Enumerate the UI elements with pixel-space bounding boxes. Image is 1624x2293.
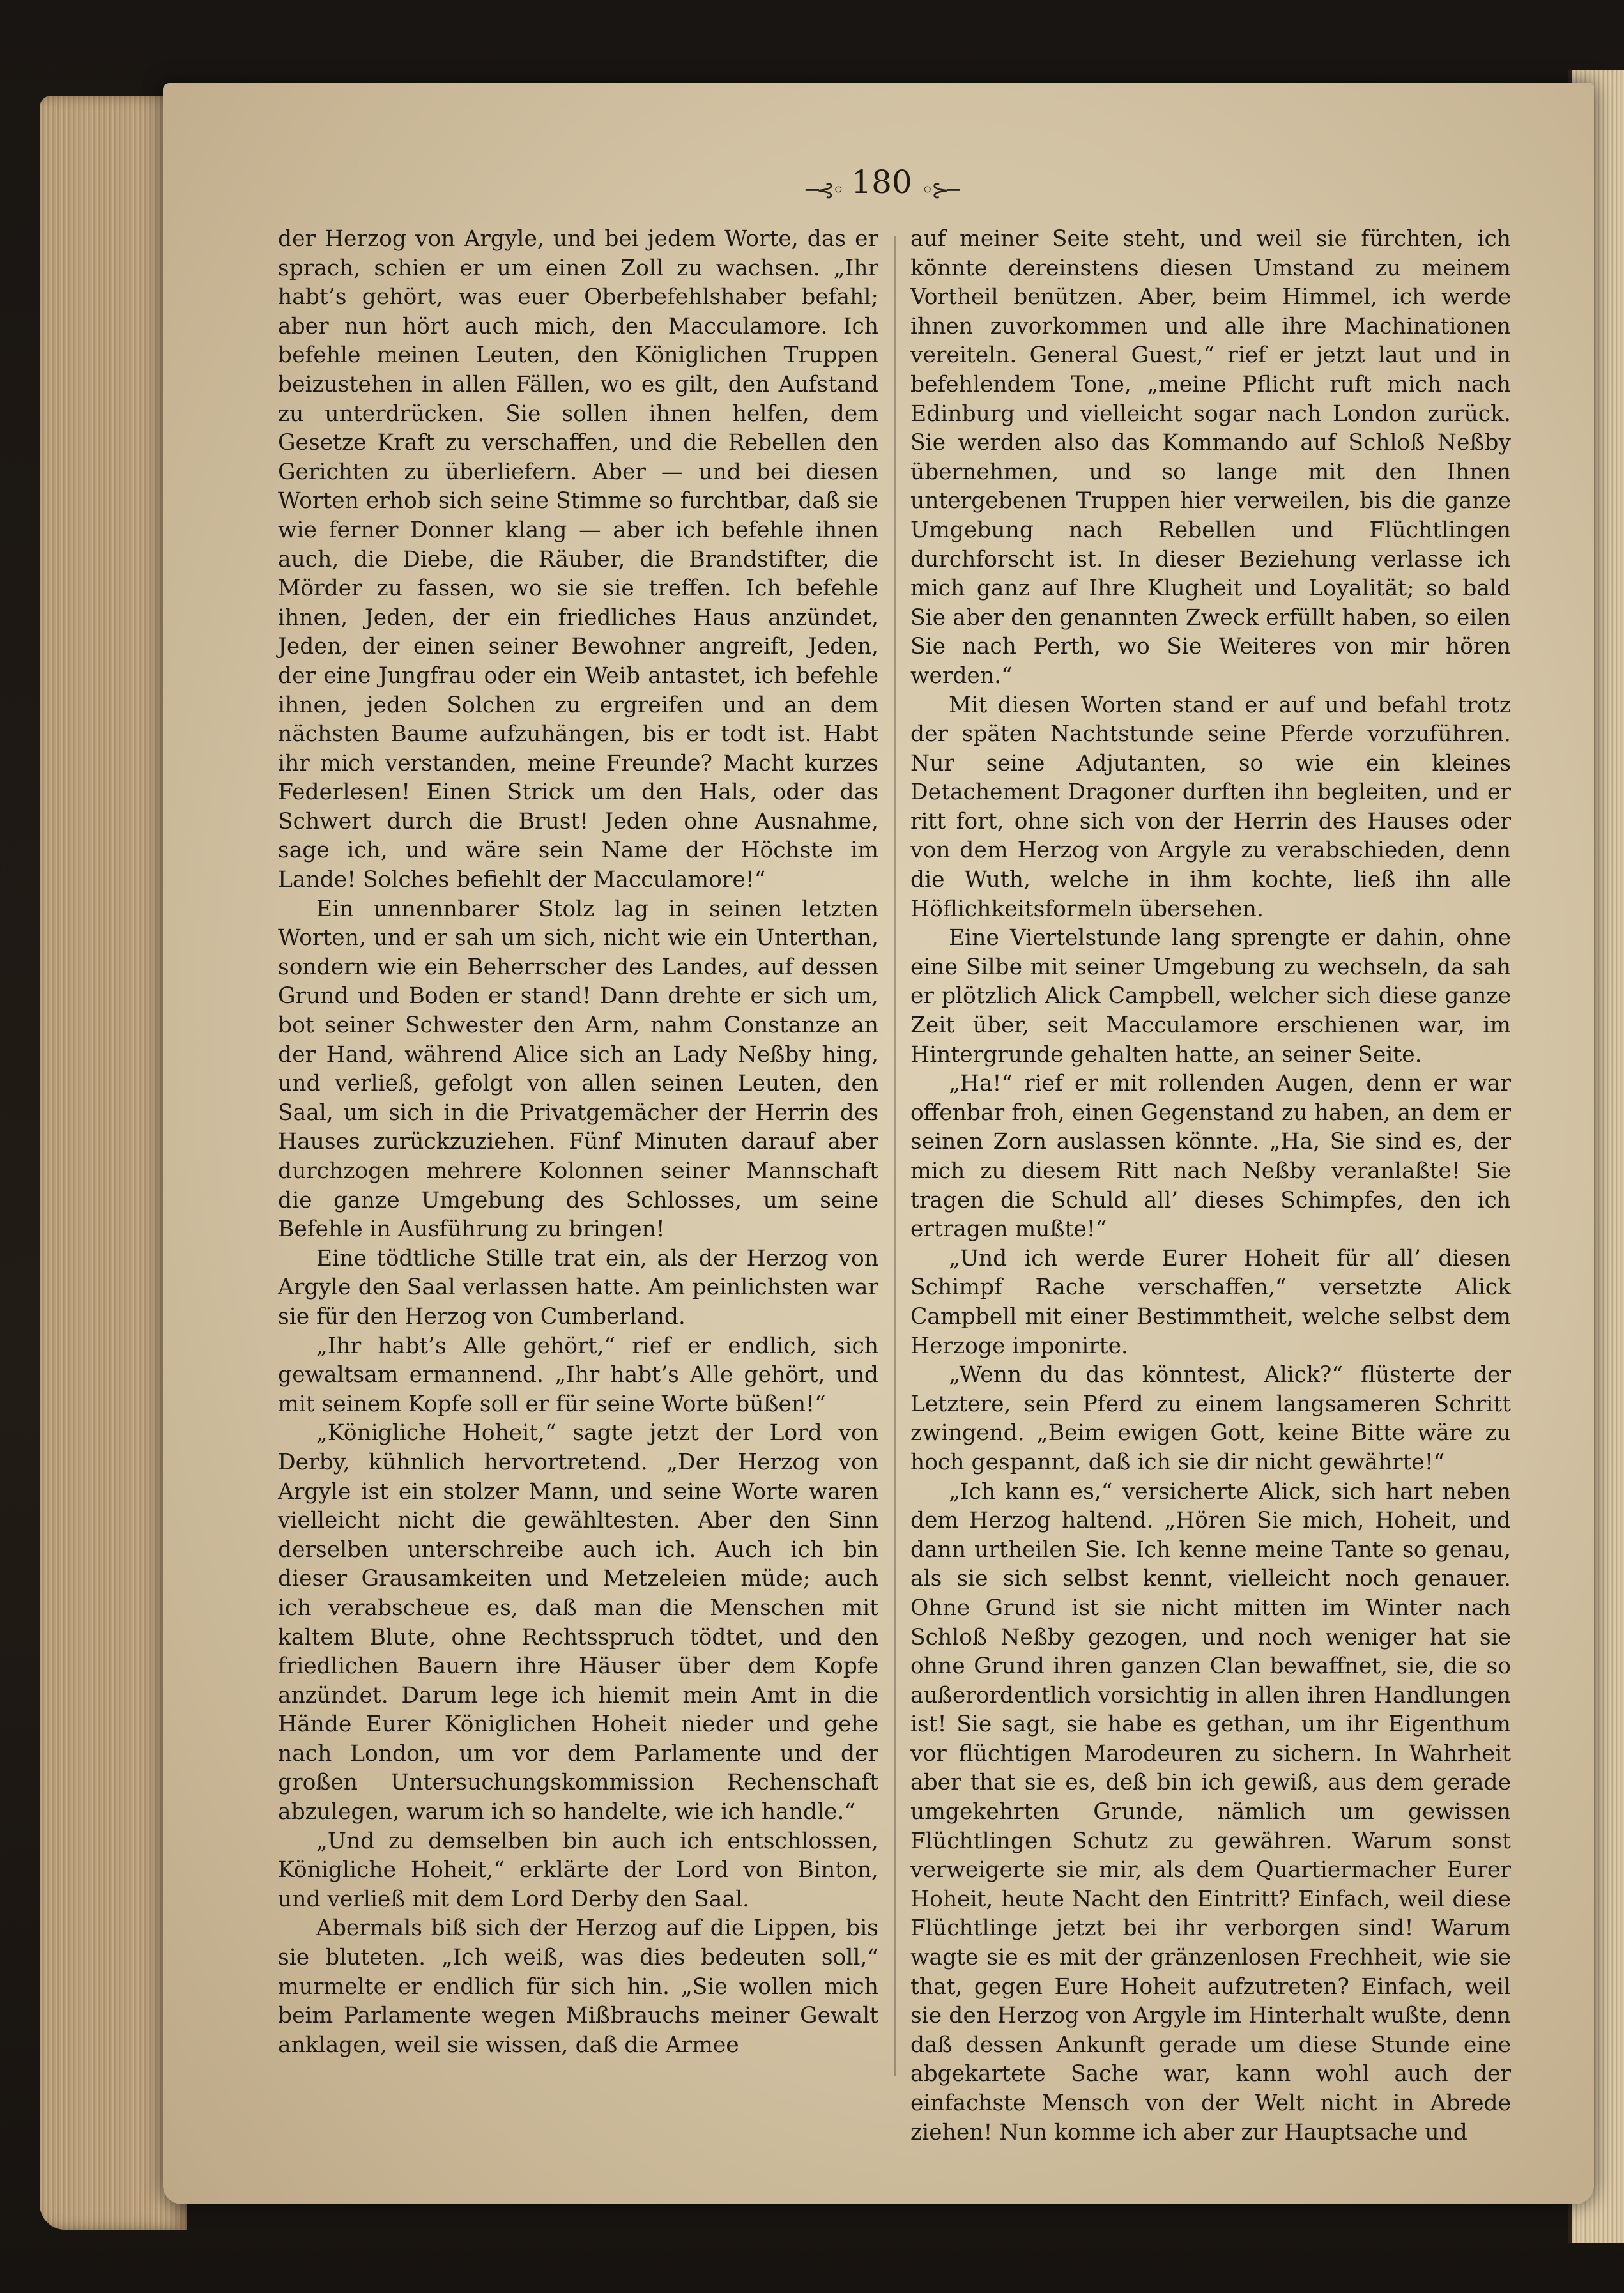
paragraph: Ein unnennbarer Stolz lag in seinen letzten Worten, und er sah um sich, nicht wie ein Unterthan, sondern wie ein Beherrscher des Landes, auf dessen Grund und Boden er stand! Dann drehte er sich um, bot seiner Schwester den Arm, nahm Constanze an der Hand, während Alice sich an Lady Neßby hing, und verließ, gefolgt von allen seinen Leuten, den Saal, um sich in die Privatgemächer der Herrin des Hauses zurückzuziehen. Fünf Minuten darauf aber durchzogen mehrere Kolonnen seiner Mannschaft die ganze Umgebung des Schlosses, um seine Befehle in Ausführung zu bringen! (278, 896, 878, 1243)
page-number: 180 (851, 164, 912, 201)
paragraph: Eine Viertelstunde lang sprengte er dahin, ohne eine Silbe mit seiner Umgebung zu wechseln, da sah er plötzlich Alick Campbell, welcher sich diese ganze Zeit über, seit Macculamore erschienen war, im Hintergrunde gehalten hatte, an seiner Seite. (910, 925, 1511, 1068)
paragraph: „Ich kann es,“ versicherte Alick, sich hart neben dem Herzog haltend. „Hören Sie mich, Hoheit, und dann urtheilen Sie. Ich kenne meine Tante so genau, als sie sich selbst kennt, vielleicht noch genauer. Ohne Grund ist sie nicht mitten im Winter nach Schloß Neßby gezogen, und noch weniger hat sie ohne Grund ihren ganzen Clan bewaffnet, sie, die so außerordentlich vorsichtig in allen ihren Handlungen ist! Sie sagt, sie habe es gethan, um ihr Eigenthum vor flüchtigen Marodeuren zu sichern. In Wahrheit aber that sie es, deß bin ich gewiß, aus dem gerade umgekehrten Grunde, nämlich um gewissen Flüchtlingen Schutz zu gewähren. Warum sonst verweigerte sie mir, als dem Quartiermacher Eurer Hoheit, heute Nacht den Eintritt? Einfach, weil diese Flüchtlinge jetzt bei ihr verborgen sind! Warum wagte sie es mit der gränzenlosen Frechheit, wie sie that, gegen Eure Hoheit aufzutreten? Einfach, weil sie den Herzog von Argyle im Hinterhalt wußte, denn daß dessen Ankunft gerade um diese Stunde eine abgekartete Sache war, kann wohl auch der einfachste Mensch von der Welt nicht in Abrede ziehen! Nun komme ich aber zur Hauptsache und (910, 1478, 1511, 2145)
right-text-column (910, 225, 1511, 2147)
right-ornament-icon: ◦⊱─ (921, 177, 958, 203)
paragraph: auf meiner Seite steht, und weil sie fürchten, ich könnte dereinstens diesen Umstand zu meinem Vortheil benützen. Aber, beim Himmel, ich werde ihnen zuvorkommen und alle ihre Machinationen vereiteln. General Guest,“ rief er jetzt laut und in befehlendem Tone, „meine Pflicht ruft mich nach Edinburg und vielleicht sogar nach London zurück. Sie werden also das Kommando auf Schloß Neßby übernehmen, und so lange mit den Ihnen untergebenen Truppen hier verweilen, bis die ganze Umgebung nach Rebellen und Flüchtlingen durchforscht ist. In dieser Beziehung verlasse ich mich ganz auf Ihre Klugheit und Loyalität; so bald Sie aber den genannten Zweck erfüllt haben, so eilen Sie nach Perth, wo Sie Weiteres von mir hören werden.“ (910, 226, 1511, 689)
paragraph: „Königliche Hoheit,“ sagte jetzt der Lord von Derby, kühnlich hervortretend. „Der Herzog von Argyle ist ein stolzer Mann, und seine Worte waren vielleicht nicht die gewähltesten. Aber den Sinn derselben unterschreibe auch ich. Auch ich bin dieser Grausamkeiten und Metzeleien müde; auch ich verabscheue es, daß man die Menschen mit kaltem Blute, ohne Rechtsspruch tödtet, und den friedlichen Bauern ihre Häuser über dem Kopfe anzündet. Darum lege ich hiemit mein Amt in die Hände Eurer Königlichen Hoheit nieder und gehe nach London, um vor dem Parlamente und der großen Untersuchungskommission Rechenschaft abzulegen, warum ich so handelte, wie ich handle.“ (278, 1420, 878, 1825)
paragraph: „Ihr habt’s Alle gehört,“ rief er endlich, sich gewaltsam ermannend. „Ihr habt’s Alle gehört, und mit seinem Kopfe soll er für seine Worte büßen!“ (278, 1333, 878, 1417)
paragraph: Abermals biß sich der Herzog auf die Lippen, bis sie bluteten. „Ich weiß, was dies bedeuten soll,“ murmelte er endlich für sich hin. „Sie wollen mich beim Parlamente wegen Mißbrauchs meiner Gewalt anklagen, weil sie wissen, daß die Armee (278, 1915, 878, 2058)
page-header (754, 160, 1009, 204)
paragraph: „Und ich werde Eurer Hoheit für all’ diesen Schimpf Rache verschaffen,“ versetzte Alick Campbell mit einer Bestimmtheit, welche selbst dem Herzoge imponirte. (910, 1245, 1511, 1359)
paragraph: „Wenn du das könntest, Alick?“ flüsterte der Letztere, sein Pferd zu einem langsameren Schritt zwingend. „Beim ewigen Gott, keine Bitte wäre zu hoch gespannt, daß ich sie dir nicht gewährte!“ (910, 1362, 1511, 1475)
paragraph: „Und zu demselben bin auch ich entschlossen, Königliche Hoheit,“ erklärte der Lord von Binton, und verließ mit dem Lord Derby den Saal. (278, 1828, 878, 1912)
left-ornament-icon: ─⊰◦ (806, 177, 843, 203)
paragraph: „Ha!“ rief er mit rollenden Augen, denn er war offenbar froh, einen Gegenstand zu haben, an dem er seinen Zorn auslassen könnte. „Ha, Sie sind es, der mich zu diesem Ritt nach Neßby veranlaßte! Sie tragen die Schuld all’ dieses Schimpfes, den ich ertragen mußte!“ (910, 1071, 1511, 1243)
paragraph: Mit diesen Worten stand er auf und befahl trotz der späten Nachtstunde seine Pferde vorzuführen. Nur seine Adjutanten, so wie ein kleines Detachement Dragoner durften ihn begleiten, und er ritt fort, ohne sich von der Herrin des Hauses oder von dem Herzog von Argyle zu verabschieden, denn die Wuth, welche in ihm kochte, ließ ihn alle Höflichkeitsformeln übersehen. (910, 692, 1511, 922)
column-divider (894, 236, 896, 2076)
paragraph: der Herzog von Argyle, und bei jedem Worte, das er sprach, schien er um einen Zoll zu wachsen. „Ihr habt’s gehört, was euer Oberbefehlshaber befahl; aber nun hört auch mich, den Macculamore. Ich befehle meinen Leuten, den Königlichen Truppen beizustehen in allen Fällen, wo es gilt, den Aufstand zu unterdrücken. Sie sollen ihnen helfen, dem Gesetze Kraft zu verschaffen, und die Rebellen den Gerichten zu überliefern. Aber — und bei diesen Worten erhob sich seine Stimme so furchtbar, daß sie wie ferner Donner klang — aber ich befehle ihnen auch, die Diebe, die Räuber, die Brandstifter, die Mörder zu fassen, wo sie sie treffen. Ich befehle ihnen, Jeden, der ein friedliches Haus anzündet, Jeden, der einen seiner Bewohner angreift, Jeden, der eine Jungfrau oder ein Weib antastet, ich befehle ihnen, jeden Solchen zu ergreifen und an dem nächsten Baume aufzuhängen, bis er todt ist. Habt ihr mich verstanden, meine Freunde? Macht kurzes Federlesen! Einen Strick um den Hals, oder das Schwert durch die Brust! Jeden ohne Ausnahme, sage ich, und wäre sein Name der Höchste im Lande! Solches befiehlt der Macculamore!“ (278, 226, 878, 893)
left-text-column (278, 225, 878, 2060)
paragraph: Eine tödtliche Stille trat ein, als der Herzog von Argyle den Saal verlassen hatte. Am peinlichsten war sie für den Herzog von Cumberland. (278, 1245, 878, 1330)
